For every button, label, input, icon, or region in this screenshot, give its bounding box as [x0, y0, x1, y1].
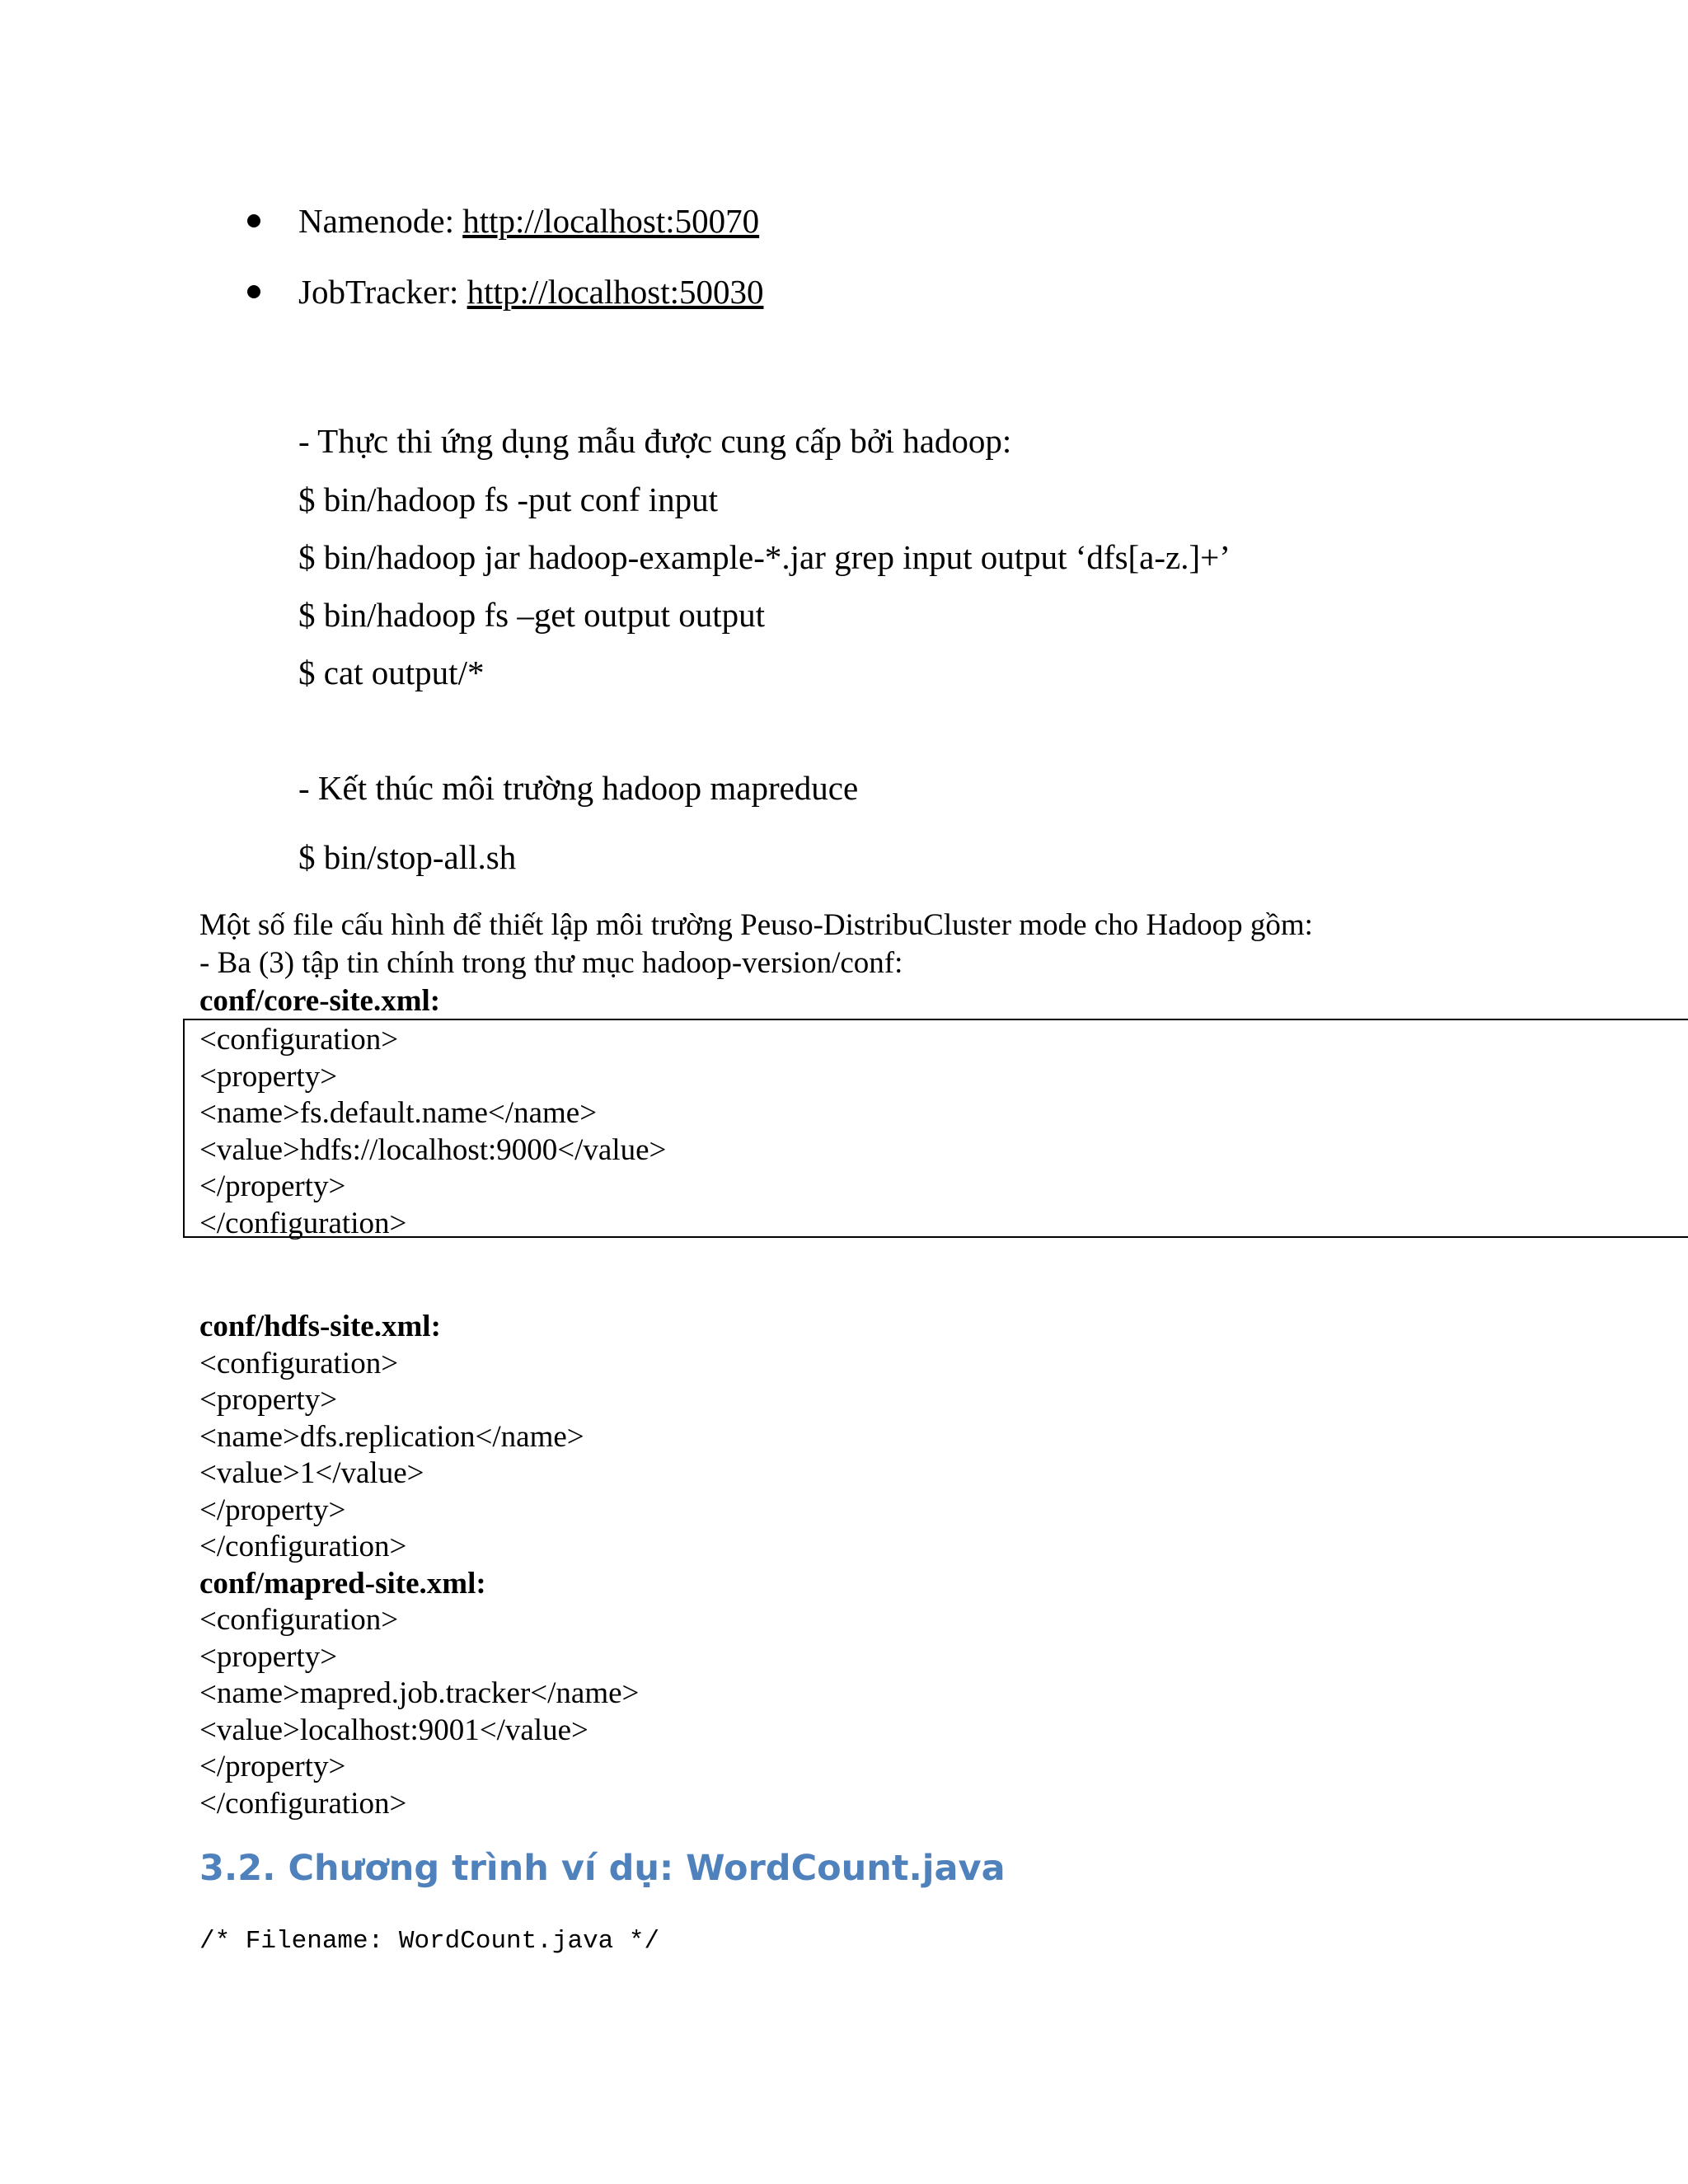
config-intro-line: Một số file cấu hình để thiết lập môi trường Peuso-DistribuCluster mode cho Hadoop gồm:: [199, 908, 1313, 942]
core-site-title: conf/core-site.xml:: [199, 984, 441, 1018]
code-line: <name>dfs.replication</name>: [199, 1419, 584, 1454]
code-line: <configuration>: [199, 1023, 399, 1057]
command-line: $ bin/hadoop fs –get output output: [298, 596, 765, 634]
code-line: <value>hdfs://localhost:9000</value>: [199, 1132, 667, 1167]
bullet-dot: [247, 214, 260, 227]
list-item-namenode: [298, 204, 759, 238]
jobtracker-label: JobTracker:: [298, 273, 467, 311]
bullet-dot: [247, 285, 260, 298]
code-line: </property>: [199, 1169, 346, 1203]
code-line: <name>fs.default.name</name>: [199, 1096, 598, 1130]
code-comment: /* Filename: WordCount.java */: [199, 1927, 660, 1956]
core-site-code: [199, 1022, 666, 1242]
code-line: </configuration>: [199, 1786, 407, 1821]
hdfs-site-block: [199, 1309, 639, 1822]
code-line: <value>1</value>: [199, 1456, 424, 1490]
stop-intro: - Kết thúc môi trường hadoop mapreduce: [298, 769, 859, 807]
namenode-link[interactable]: http://localhost:50070: [462, 202, 760, 240]
code-line: </property>: [199, 1493, 346, 1527]
list-item-jobtracker: [298, 275, 763, 309]
code-line: </configuration>: [199, 1530, 407, 1563]
jobtracker-link[interactable]: http://localhost:50030: [467, 273, 764, 311]
code-line: <configuration>: [199, 1603, 399, 1637]
code-line: </property>: [199, 1750, 346, 1783]
stop-command: $ bin/stop-all.sh: [298, 838, 517, 876]
hdfs-site-title: conf/hdfs-site.xml:: [199, 1310, 441, 1343]
code-line: <name>mapred.job.tracker</name>: [199, 1676, 640, 1710]
command-line: $ bin/hadoop jar hadoop-example-*.jar grep input output ‘dfs[a-z.]+’: [298, 538, 1231, 576]
namenode-label: Namenode:: [298, 202, 463, 240]
code-line: </configuration>: [199, 1206, 407, 1240]
code-line: <property>: [199, 1059, 338, 1094]
section-heading: 3.2. Chương trình ví dụ: WordCount.java: [199, 1848, 1006, 1889]
config-intro-line: - Ba (3) tập tin chính trong thư mục hadoop-version/conf:: [199, 946, 903, 980]
code-line: <property>: [199, 1639, 338, 1674]
code-line: <value>localhost:9001</value>: [199, 1713, 588, 1747]
command-line: $ cat output/*: [298, 654, 485, 691]
example-intro: - Thực thi ứng dụng mẫu được cung cấp bởi hadoop:: [298, 422, 1012, 460]
code-line: <property>: [199, 1383, 338, 1417]
mapred-site-title: conf/mapred-site.xml:: [199, 1566, 486, 1601]
code-line: <configuration>: [199, 1346, 399, 1380]
command-line: $ bin/hadoop fs -put conf input: [298, 480, 719, 518]
